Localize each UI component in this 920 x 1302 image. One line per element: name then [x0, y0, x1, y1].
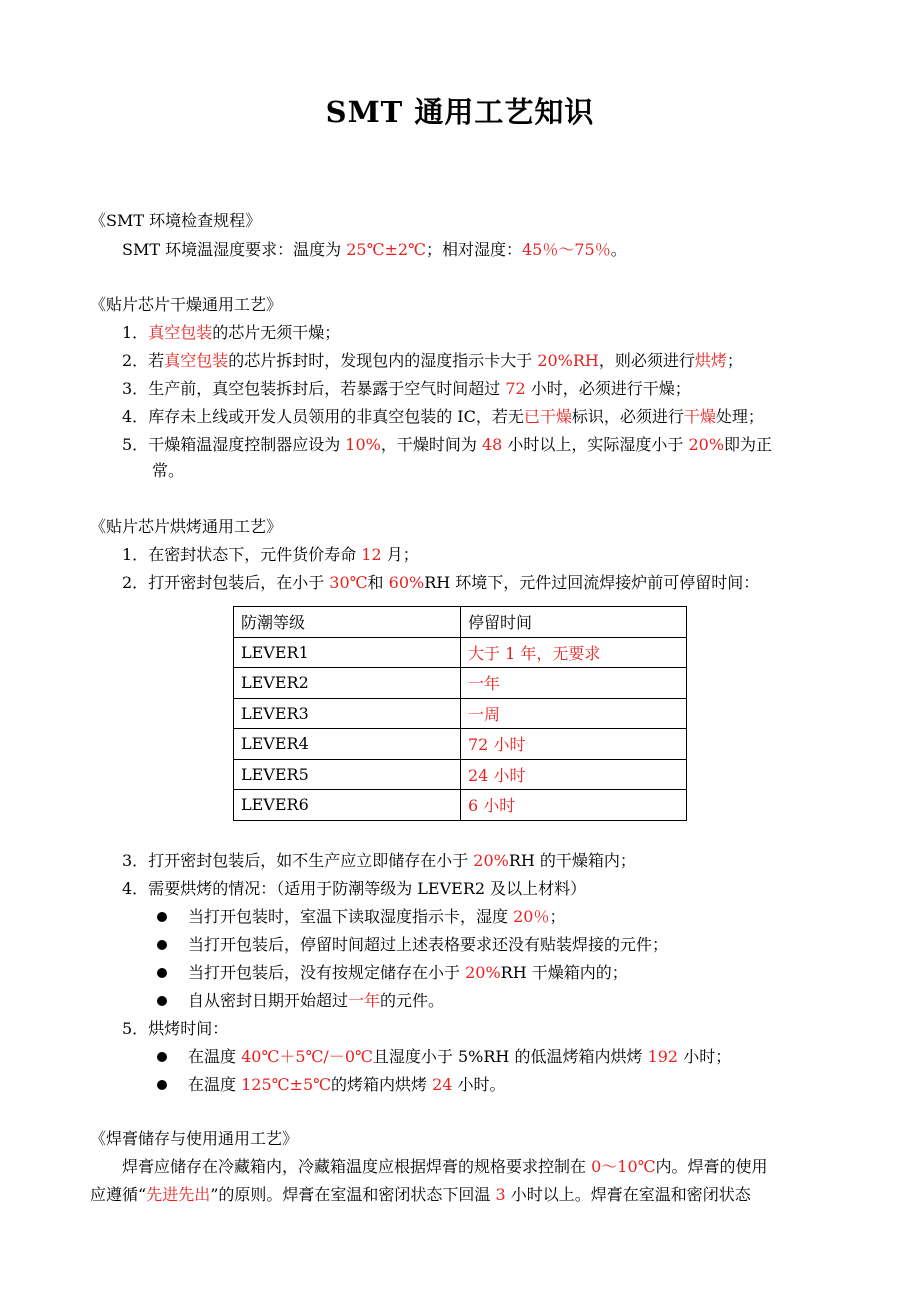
bake-item-4-bullet: 当打开包装后，没有按规定储存在小于 20%RH 干燥箱内的； [188, 963, 628, 982]
bake-item-4-bullet: 当打开包装后，停留时间超过上述表格要求还没有贴装焊接的元件； [188, 935, 669, 954]
table-row [234, 668, 687, 699]
bullet-dot-icon [157, 1052, 167, 1062]
table-cell-time: 72 小时 [461, 729, 687, 760]
table-cell-level: LEVER2 [234, 668, 461, 699]
table-header-row [234, 607, 687, 638]
bake-item-3: 3．打开密封包装后，如不生产应立即储存在小于 20%RH 的干燥箱内； [122, 851, 636, 870]
table-row [234, 637, 687, 668]
table-cell-level: LEVER6 [234, 790, 461, 821]
bake-item-5: 5．烘烤时间： [122, 1019, 229, 1038]
dry-item-2: 2．若真空包装的芯片拆封时，发现包内的湿度指示卡大于 20%RH，则必须进行烘烤； [122, 351, 743, 370]
env-requirement: SMT 环境温湿度要求：温度为 25℃±2℃；相对湿度：45％～75％。 [122, 240, 627, 259]
bake-item-1: 1．在密封状态下，元件货价寿命 12 月； [122, 545, 419, 564]
bullet-dot-icon [157, 912, 167, 922]
table-row [234, 759, 687, 790]
table-header-cell: 停留时间 [461, 607, 687, 638]
table-cell-time: 大于 1 年，无要求 [461, 637, 687, 668]
table-cell-time: 一周 [461, 698, 687, 729]
bullet-dot-icon [157, 940, 167, 950]
table-cell-level: LEVER1 [234, 637, 461, 668]
section-heading-dry: 《贴片芯片干燥通用工艺》 [90, 295, 283, 314]
bullet-dot-icon [157, 996, 167, 1006]
section-heading-paste: 《焊膏储存与使用通用工艺》 [90, 1129, 299, 1148]
moisture-level-table [233, 606, 687, 821]
section-heading-env: 《SMT 环境检查规程》 [90, 211, 262, 230]
table-cell-level: LEVER5 [234, 759, 461, 790]
dry-item-5-continued: 常。 [152, 461, 185, 480]
bake-item-4-bullet: 当打开包装时，室温下读取湿度指示卡，湿度 20％； [188, 907, 566, 926]
table-cell-time: 6 小时 [461, 790, 687, 821]
table-row [234, 698, 687, 729]
table-cell-level: LEVER3 [234, 698, 461, 729]
section-heading-bake: 《贴片芯片烘烤通用工艺》 [90, 517, 283, 536]
dry-item-1: 1．真空包装的芯片无须干燥； [122, 323, 341, 342]
paste-paragraph-line: 焊膏应储存在冷藏箱内，冷藏箱温度应根据焊膏的规格要求控制在 0～10℃内。焊膏的使用 [122, 1157, 768, 1176]
page-title: SMT 通用工艺知识 [325, 95, 595, 129]
paste-paragraph-line: 应遵循“先进先出”的原则。焊膏在室温和密闭状态下回温 3 小时以上。焊膏在室温和密闭状态 [90, 1185, 751, 1204]
bake-item-4-bullet: 自从密封日期开始超过一年的元件。 [188, 991, 445, 1010]
table-row [234, 729, 687, 760]
dry-item-4: 4．库存未上线或开发人员领用的非真空包装的 IC，若无已干燥标识，必须进行干燥处理； [122, 407, 764, 426]
bake-item-5-bullet: 在温度 40℃＋5℃/－0℃且湿度小于 5%RH 的低温烤箱内烘烤 192 小时； [188, 1047, 732, 1066]
table-header-cell: 防潮等级 [234, 607, 461, 638]
table-cell-time: 一年 [461, 668, 687, 699]
bake-item-4: 4．需要烘烤的情况：（适用于防潮等级为 LEVER2 及以上材料） [122, 879, 587, 898]
bake-item-5-bullet: 在温度 125℃±5℃的烤箱内烘烤 24 小时。 [188, 1075, 506, 1094]
table-cell-time: 24 小时 [461, 759, 687, 790]
bullet-dot-icon [157, 1080, 167, 1090]
table-row [234, 790, 687, 821]
bullet-dot-icon [157, 968, 167, 978]
table-cell-level: LEVER4 [234, 729, 461, 760]
bake-item-2: 2．打开密封包装后，在小于 30℃和 60%RH 环境下，元件过回流焊接炉前可停留时间： [122, 573, 760, 592]
dry-item-3: 3．生产前，真空包装拆封后，若暴露于空气时间超过 72 小时，必须进行干燥； [122, 379, 691, 398]
dry-item-5: 5．干燥箱温湿度控制器应设为 10%，干燥时间为 48 小时以上，实际湿度小于 20%即为正 [122, 435, 773, 454]
